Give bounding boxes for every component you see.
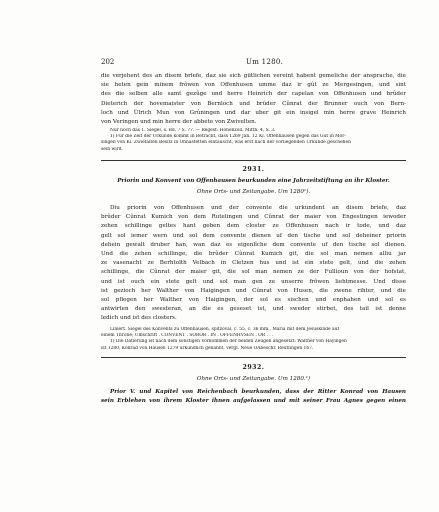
text-line: dehein gewalt druber han, wan daz es eigenlîche dem convente uf den tische sol dienen. bbox=[101, 241, 406, 248]
text-line: des die selben alle samt gezûge und herre Heinrich der capelan von Offenhusen und brûder bbox=[101, 91, 406, 98]
title-line: Priorin und Konvent von Offenhausen beurkunden eine Jahrzeitstiftung an ihr Kloster. bbox=[117, 178, 390, 184]
title-line: sein Erblehen von ihrem Kloster ihnen aufgelassen und mit seiner Frau Agnes gegen einen bbox=[101, 398, 406, 405]
document-notes bbox=[101, 327, 406, 352]
page-number: 202 bbox=[101, 58, 115, 66]
text-line: und ist ouch ein stete gelt und sol man gen ze unserre frôwen liehtmesse. Und disse bbox=[101, 278, 406, 285]
text-line: antwirten den swesteran, an die es geseset ist, und sweder stirbet, des tail ist denne bbox=[101, 306, 406, 313]
text-line: ist gezioch her Walther von Haigingen und Cûnrat von Husen, die zwene rihter, und die bbox=[101, 287, 406, 294]
document-number: 2932. bbox=[242, 364, 265, 371]
text-line: zehen schillinge geltes hant geben dem closter ze Offenhusen nach ir tode, und daz bbox=[101, 223, 406, 230]
page-header bbox=[101, 58, 406, 68]
title-line: Prior V. und Kapitel von Reichenbach beurkunden, dass der Ritter Konrad von Hausen bbox=[110, 389, 406, 395]
text-line: von Veringen und min herre der abbete von Zwivelten. bbox=[101, 119, 257, 126]
text-line: sie heten gein minem frôwen von Offenhusen umme daz ir gût ze Mergesingen, und sint bbox=[101, 82, 406, 89]
text-line: die verjehent des an disem briefe, daz sie sich gütlichen vereint habent gemeliche der ansprache, die bbox=[101, 73, 406, 79]
document-dateline: Ohne Orts- und Zeitangabe. Um 1280¹). bbox=[196, 189, 311, 195]
footnote-line: singen von Kl. Zwiefalten Besitz in Ohnastetten eintauscht, was erst nach der vorliegenden Urkunde geschehen bbox=[101, 140, 351, 146]
text-line: loch und Ûlrich Mun von Grûningen und dar uber git ein insigel min herre grave Heinrich bbox=[101, 109, 406, 116]
footnote-line: 1) Die Datierung ist nach dem sonstigen Vorkommen der beiden Zeugen angesetzt: Walther von Hayingen bbox=[110, 339, 347, 345]
text-line: ledich und ist des closters. bbox=[101, 315, 177, 322]
footnote-line: ist 1280, Konrad von Hausen 1279 urkundlich genannt, vergl. Neue OAbeschr. Reutlingen 167. bbox=[101, 345, 314, 351]
document-number: 2931. bbox=[242, 166, 265, 173]
seal-note: einem Throne; Umschrift . CONVENT . SOROR . IN . OFFENHVSEN . OR . . . bbox=[101, 333, 274, 339]
text-line: Diu priorin von Offenhusen und der convente die urkundent an disem briefe, daz bbox=[110, 205, 406, 211]
text-line: brûder Cûnrat Kumich von dem Rutelingen und Cûnrat der maier von Engestingen iewoder bbox=[101, 214, 406, 221]
footnote-line: 1) Für die Zeit der Urkunde kommt in Betracht, dass 1269 Jan. 12 Kl. Offenhausen gegen das Gut in Mör- bbox=[110, 134, 346, 140]
text-line: Und die zehen schillinge, die brûder Cûnrat Kumich git, die sol man nemen alliu jar bbox=[101, 251, 406, 258]
top-notes-block bbox=[101, 128, 406, 153]
text-line: Dieterich der hovemaister von Bernloch und brûder Cûnrat der Brunner ouch von Bern- bbox=[101, 100, 406, 107]
seal-note: Liniert. Siegel des Konvents zu Offenhausen, spitzoval, c. 55, c. 36 mm., Maria mit dem Jesuskinde auf bbox=[110, 327, 340, 332]
section-divider bbox=[101, 160, 406, 161]
top-text-block bbox=[101, 72, 406, 127]
text-line: ze vasenacht ze Berhtolth Velbach in Cletzen hus und ist ein stete gelt, und die zehen bbox=[101, 260, 406, 267]
text-line: sol pflegen her Walther von Haigingen, der sol es sischen und enphahen und sol es bbox=[101, 297, 406, 304]
document-title bbox=[101, 388, 406, 406]
document-title bbox=[101, 177, 406, 185]
seal-note: Nur noch das 1. Siegel, s. Bd. 7 S. 77. — Regest: Hohenzoll. Mitth. 4, S. 3. bbox=[110, 128, 276, 133]
text-line: gelt sol iemer wern und sol dem convente dienen uf den tische und sol deheiner priorin bbox=[101, 232, 406, 239]
document-dateline: Ohne Orts- und Zeitangabe. Um 1280.¹) bbox=[196, 376, 311, 382]
running-head-year: Um 1280. bbox=[246, 58, 284, 66]
section-divider bbox=[101, 357, 406, 358]
text-line: schillinge, die Cûnrat der maier git, die sol man nemen ze der Fullioun von der hofstat, bbox=[101, 269, 406, 276]
document-body bbox=[101, 204, 406, 324]
footnote-line: sein wird. bbox=[101, 146, 123, 152]
